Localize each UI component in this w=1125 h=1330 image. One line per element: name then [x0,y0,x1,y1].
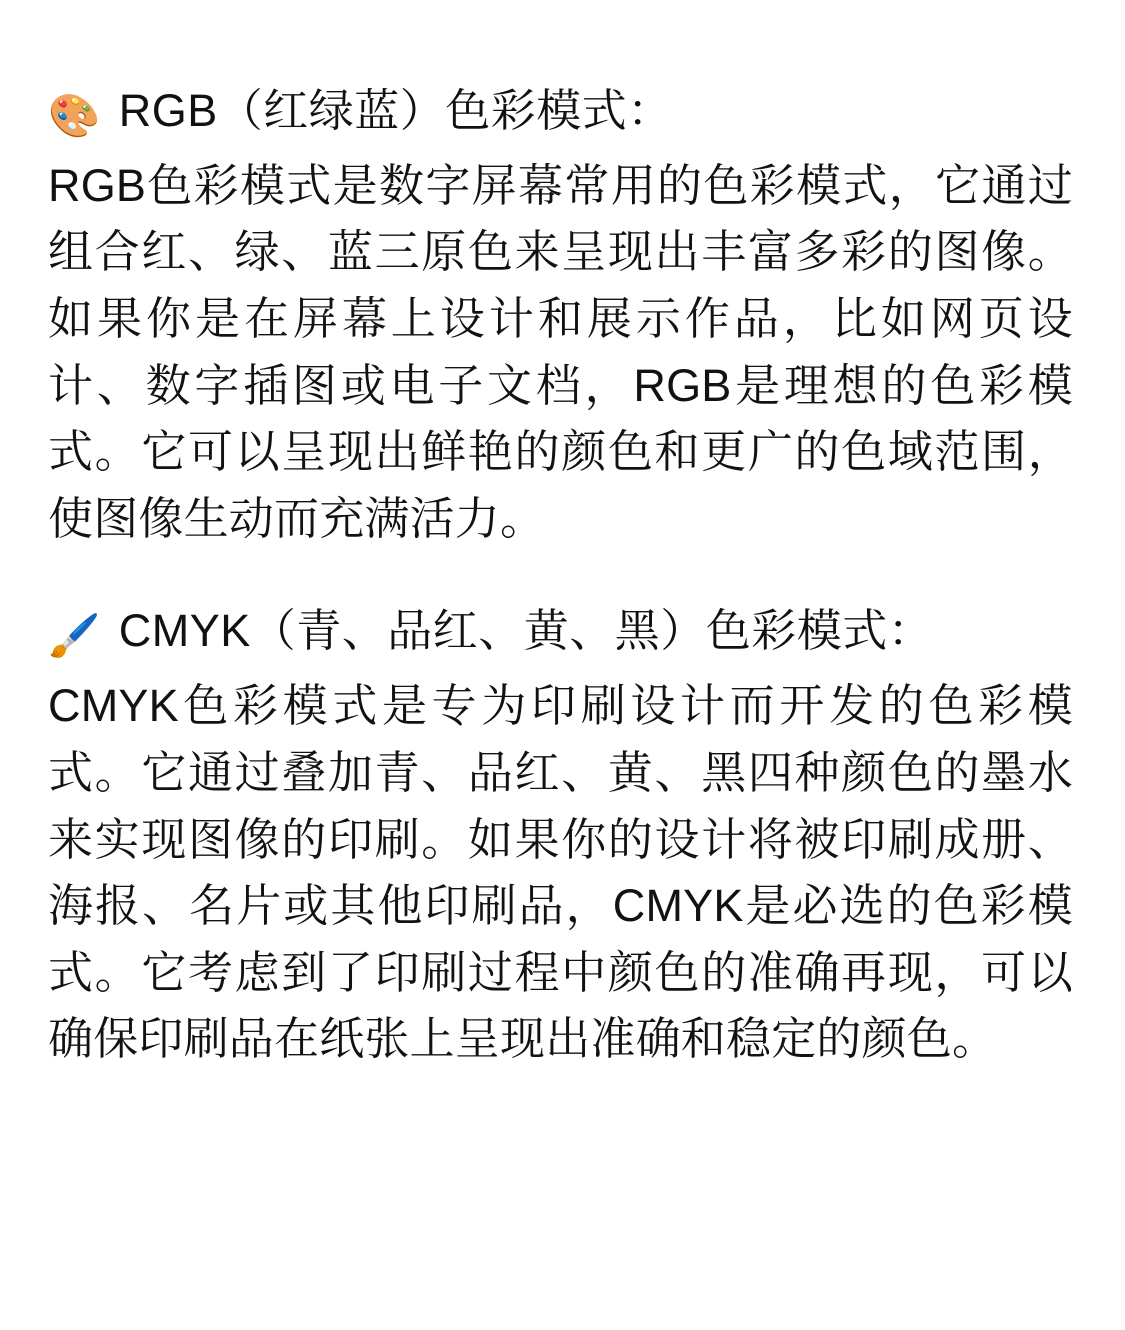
section-rgb [48,84,1073,552]
section-rgb-heading-text: RGB（红绿蓝）色彩模式： [118,85,673,136]
paintbrush-emoji: 🖌️ [48,612,101,660]
artist-palette-emoji: 🎨 [48,92,101,139]
section-rgb-heading [48,84,1073,139]
section-rgb-body: RGB色彩模式是数字屏幕常用的色彩模式，它通过组合红、绿、蓝三原色来呈现出丰富多彩的图像。如果你是在屏幕上设计和展示作品，比如网页设计、数字插图或电子文档，RGB是理想的色彩模式。它可以呈现出鲜艳的颜色和更广的色域范围，使图像生动而充满活力。 [48,159,1073,544]
section-cmyk-heading [48,604,1073,659]
section-cmyk-body: CMYK色彩模式是专为印刷设计而开发的色彩模式。它通过叠加青、品红、黄、黑四种颜色的墨水来实现图像的印刷。如果你的设计将被印刷成册、海报、名片或其他印刷品，CMYK是必选的色彩模式。它考虑到了印刷过程中颜色的准确再现，可以确保印刷品在纸张上呈现出准确和稳定的颜色。 [48,680,1073,1065]
section-cmyk-heading-text: CMYK（青、品红、黄、黑）色彩模式： [118,605,934,657]
section-cmyk [48,604,1073,1072]
